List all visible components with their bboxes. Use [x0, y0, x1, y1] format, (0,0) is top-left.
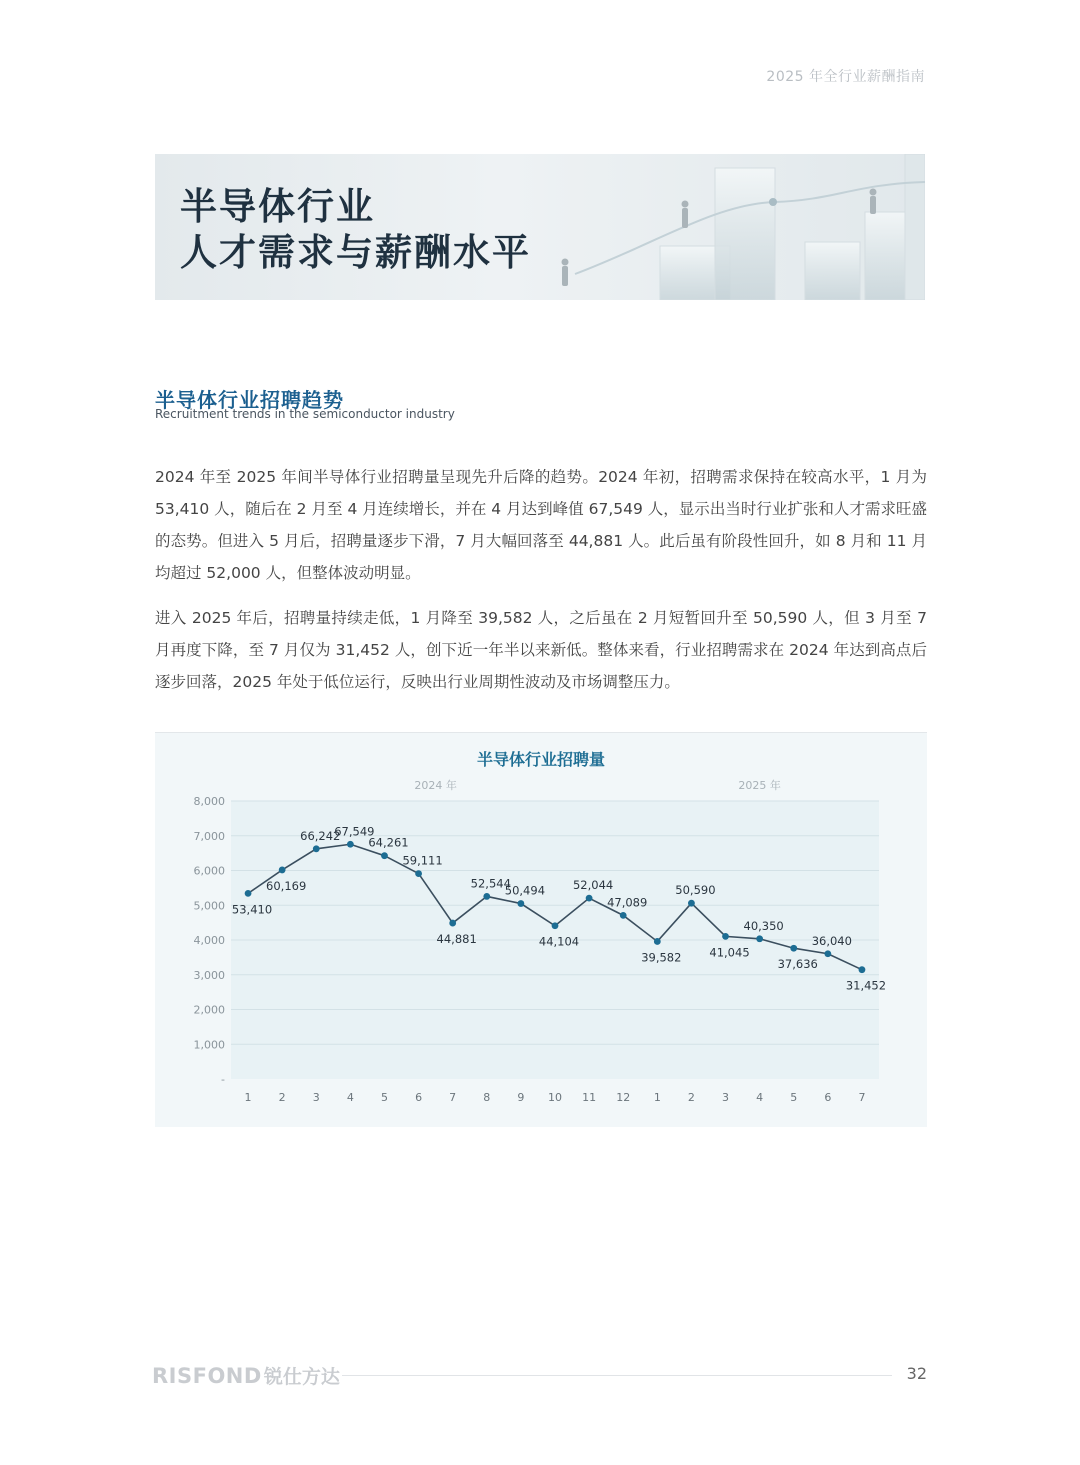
body-paragraph-1: 2024 年至 2025 年间半导体行业招聘量呈现先升后降的趋势。2024 年初，招聘需求保持在较高水平，1 月为 53,410 人，随后在 2 月至 4 月连续增长，并在 4 月达到峰值 67,549 人，显示出当时行业扩张和人才需求旺盛的态势。但进入 5 月后，招聘量逐步下滑，7 月大幅回落至 44,881 人。此后虽有阶段性回升，如 8 月和 11 月均超过 52,000 人，但整体波动明显。 — [155, 468, 927, 582]
x-tick-label: 7 — [449, 1091, 457, 1104]
banner-title — [180, 184, 531, 276]
data-label: 60,169 — [266, 878, 307, 893]
section-title: 半导体行业招聘趋势 — [155, 388, 344, 412]
data-label: 66,242 — [300, 828, 341, 843]
x-tick-label: 11 — [582, 1091, 597, 1104]
x-tick-label: 2 — [687, 1091, 695, 1104]
body-paragraph-2: 进入 2025 年后，招聘量持续走低，1 月降至 39,582 人，之后虽在 2 月短暂回升至 50,590 人，但 3 月至 7 月再度下降，至 7 月仅为 31,452 人，创下近一年半以来新低。整体来看，行业招聘需求在 2024 年达到高点后逐步回落，2025 年处于低位运行，反映出行业周期性波动及市场调整压力。 — [155, 609, 927, 691]
logo-chinese: 锐仕方达 — [263, 1366, 340, 1388]
data-point — [790, 945, 797, 952]
data-point — [381, 852, 388, 859]
y-tick-label: 7,000 — [193, 829, 225, 843]
data-label: 52,044 — [572, 878, 614, 893]
y-tick-label: 5,000 — [193, 899, 225, 913]
data-point — [313, 845, 320, 852]
y-tick-label: 3,000 — [193, 968, 225, 982]
x-tick-label: 10 — [548, 1091, 562, 1104]
data-label: 31,452 — [845, 978, 887, 993]
banner-title-line-2: 人才需求与薪酬水平 — [180, 231, 531, 274]
banner-title-line-1: 半导体行业 — [180, 185, 375, 228]
data-label: 67,549 — [334, 824, 375, 839]
data-point — [279, 867, 286, 874]
chart-title: 半导体行业招聘量 — [476, 750, 606, 769]
data-label: 39,582 — [641, 950, 682, 965]
x-tick-label: 3 — [312, 1091, 320, 1104]
data-label: 50,590 — [675, 883, 716, 898]
data-point — [586, 895, 593, 902]
data-point — [654, 938, 661, 945]
x-tick-label: 4 — [346, 1091, 354, 1104]
x-tick-label: 3 — [722, 1091, 730, 1104]
y-tick-label: - — [221, 1073, 225, 1086]
data-point — [449, 920, 456, 927]
data-point — [245, 890, 252, 897]
data-point — [552, 922, 559, 929]
data-label: 59,111 — [402, 853, 443, 868]
y-tick-label: 2,000 — [193, 1003, 225, 1017]
footer-logo — [152, 1362, 340, 1389]
section-subtitle: Recruitment trends in the semiconductor industry — [155, 407, 455, 421]
y-tick-label: 8,000 — [193, 795, 225, 808]
chart-container — [155, 732, 927, 1126]
data-point — [347, 841, 354, 848]
page-number: 32 — [906, 1364, 927, 1383]
data-label: 36,040 — [811, 933, 852, 948]
footer-divider — [342, 1375, 892, 1376]
x-tick-label: 5 — [790, 1091, 798, 1104]
data-point — [756, 935, 763, 942]
data-label: 52,544 — [470, 876, 511, 891]
y-tick-label: 4,000 — [193, 934, 225, 947]
x-tick-label: 6 — [824, 1091, 832, 1104]
data-point — [620, 912, 627, 919]
x-tick-label: 1 — [653, 1091, 661, 1104]
line-chart — [155, 733, 927, 1127]
x-tick-label: 12 — [616, 1091, 631, 1104]
data-point — [688, 900, 695, 907]
data-point — [824, 950, 831, 957]
banner — [155, 154, 925, 300]
data-point — [517, 900, 524, 907]
x-tick-label: 8 — [483, 1091, 491, 1104]
x-tick-label: 9 — [517, 1091, 525, 1104]
x-tick-label: 6 — [415, 1091, 423, 1104]
data-label: 64,261 — [368, 835, 409, 850]
data-label: 37,636 — [777, 957, 818, 972]
x-tick-label: 4 — [756, 1091, 764, 1104]
logo-english: RISFOND — [152, 1363, 262, 1388]
running-header: 2025 年全行业薪酬指南 — [766, 69, 925, 85]
x-tick-label: 5 — [380, 1091, 388, 1104]
data-point — [415, 870, 422, 877]
data-label: 44,881 — [436, 932, 477, 947]
data-label: 47,089 — [607, 895, 648, 910]
data-point — [722, 933, 729, 940]
data-label: 50,494 — [504, 883, 546, 898]
x-tick-label: 2 — [278, 1091, 286, 1104]
group-label-0: 2024 年 — [414, 779, 457, 792]
data-label: 44,104 — [538, 934, 580, 949]
group-label-1: 2025 年 — [738, 779, 781, 792]
data-label: 40,350 — [743, 918, 784, 933]
data-point — [483, 893, 490, 900]
data-point — [859, 966, 866, 973]
y-tick-label: 1,000 — [193, 1038, 225, 1052]
data-label: 41,045 — [709, 945, 750, 960]
x-tick-label: 7 — [858, 1091, 866, 1104]
x-tick-label: 1 — [244, 1091, 252, 1104]
data-label: 53,410 — [231, 902, 273, 917]
y-tick-label: 6,000 — [193, 864, 225, 878]
